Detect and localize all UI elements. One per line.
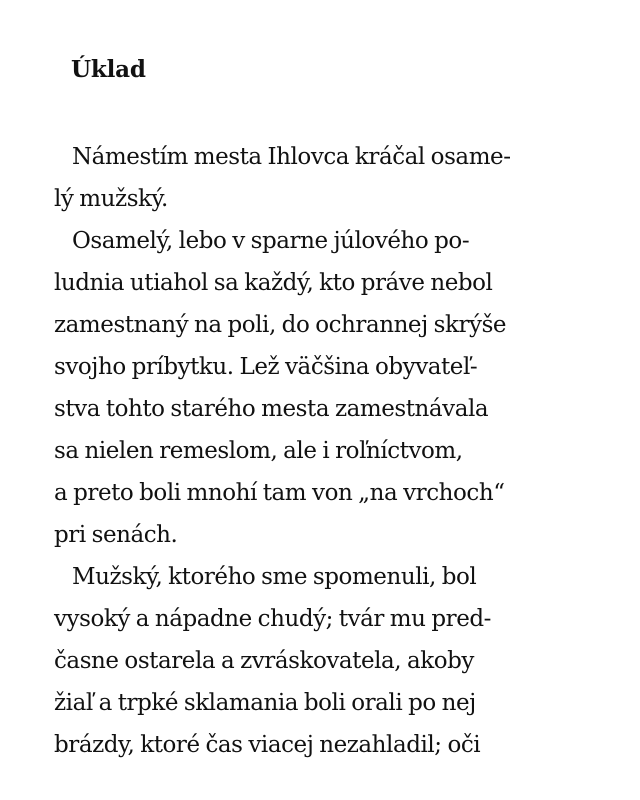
text-line: lý mužský. (54, 186, 168, 212)
text-line: časne ostarela a zvráskovatela, akoby (54, 648, 474, 674)
text-line: a preto boli mnohí tam von „na vrchoch“ (54, 480, 505, 506)
text-line: sa nielen remeslom, ale i roľníctvom, (54, 438, 463, 464)
chapter-title: Úklad (71, 56, 146, 83)
text-line: ludnia utiahol sa každý, kto práve nebol (54, 270, 493, 296)
chapter-text (54, 136, 614, 766)
text-line: žiaľ a trpké sklamania boli orali po nej (54, 690, 476, 716)
text-line: Mužský, ktorého sme spomenuli, bol (72, 564, 477, 590)
text-line: Osamelý, lebo v sparne júlového po- (72, 228, 470, 254)
text-line: vysoký a nápadne chudý; tvár mu pred- (54, 606, 491, 632)
text-line: brázdy, ktoré čas viacej nezahladil; oči (54, 732, 481, 758)
text-line: stva tohto starého mesta zamestnávala (54, 396, 489, 422)
text-line: zamestnaný na poli, do ochrannej skrýše (54, 312, 507, 338)
text-line: pri senách. (54, 522, 178, 548)
text-line: svojho príbytku. Lež väčšina obyvateľ- (54, 354, 478, 380)
text-line: Námestím mesta Ihlovca kráčal osame- (72, 144, 511, 170)
